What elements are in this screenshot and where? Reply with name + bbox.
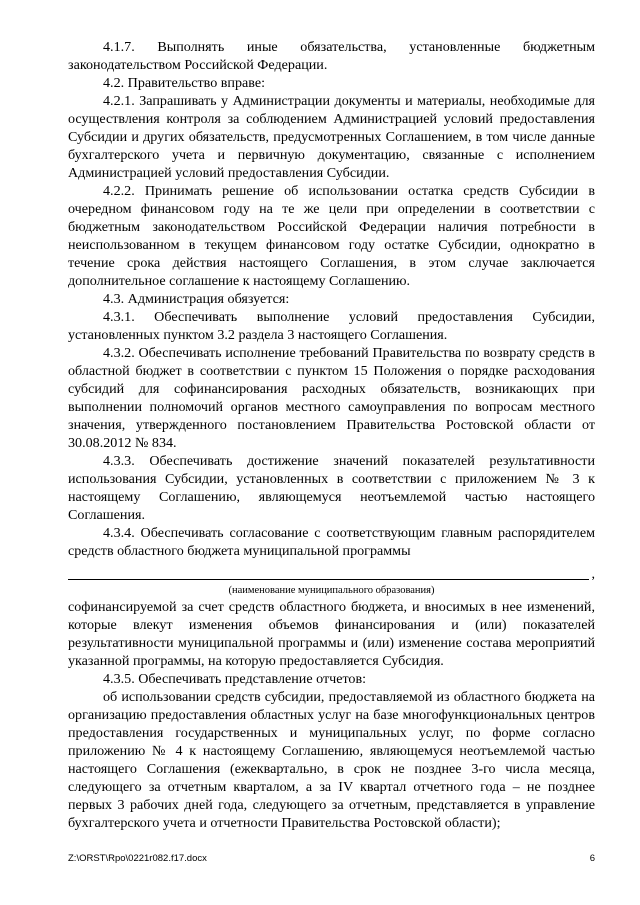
page-number: 6 bbox=[589, 853, 595, 864]
blank-caption: (наименование муниципального образования) bbox=[228, 585, 435, 596]
paragraph-4-3-2: 4.3.2. Обеспечивать исполнение требований Правительства по возврату средств в областной бюджет в соответствии с пунктом 15 Положения о порядке расходования субсидий для софинансирования расходных обязательств, возникающих при выполнении полномочий органов местного самоуправления по вопросам местного значения, утвержденного постановлением Правительства Ростовской области от 30.08.2012 № 834. bbox=[68, 345, 595, 451]
fill-in-blank-line bbox=[68, 560, 595, 584]
paragraph-4-2-1: 4.2.1. Запрашивать у Администрации документы и материалы, необходимые для осуществления контроля за соблюдением Администрацией условий предоставления Субсидии и других обязательств, предусмотренных Соглашением, в том числе данные бухгалтерского учета и первичную документацию, связанные с исполнением Администрацией условий предоставления Субсидии. bbox=[68, 93, 595, 181]
paragraph-reports: об использовании средств субсидии, предоставляемой из областного бюджета на организацию предоставления областных услуг на базе многофункциональных центров предоставления государственных и муниципальных услуг, по форме согласно приложению № 4 к настоящему Соглашению, являющемуся неотъемлемой частью настоящего Соглашения (ежеквартально, в срок не позднее 3-го числа месяца, следующего за отчетным кварталом, а за IV квартал отчетного года – не позднее первых 3 рабочих дней года, следующего за отчетным, представляется в управление бухгалтерского учета и отчетности Правительства Ростовской области); bbox=[68, 689, 595, 831]
paragraph-4-1-7: 4.1.7. Выполнять иные обязательства, установленные бюджетным законодательством Российской Федерации. bbox=[68, 39, 595, 73]
document-page bbox=[68, 38, 595, 832]
paragraph-4-3-4: 4.3.4. Обеспечивать согласование с соответствующим главным распорядителем средств областного бюджета муниципальной программы bbox=[68, 525, 595, 559]
paragraph-4-3-4-continued: софинансируемой за счет средств областного бюджета, и вносимых в нее изменений, которые влекут изменения объемов финансирования и (или) показателей результативности муниципальной программы и (или) изменение состава мероприятий указанной программы, на которую предоставляется Субсидия. bbox=[68, 599, 595, 669]
paragraph-4-2-2: 4.2.2. Принимать решение об использовании остатка средств Субсидии в очередном финансовом году на те же цели при определении в соответствии с бюджетным законодательством Российской Федерации наличия потребности в неиспользованном в текущем финансовом году остатке Субсидии, однократно в течение срока действия настоящего Соглашения, в этом случае заключается дополнительное соглашение к настоящему Соглашению. bbox=[68, 183, 595, 289]
blank-underline bbox=[68, 579, 589, 580]
paragraph-4-3-5: 4.3.5. Обеспечивать представление отчетов: bbox=[103, 671, 367, 687]
paragraph-4-3: 4.3. Администрация обязуется: bbox=[103, 291, 290, 307]
blank-comma: , bbox=[591, 566, 595, 582]
paragraph-4-3-1: 4.3.1. Обеспечивать выполнение условий предоставления Субсидии, установленных пунктом 3.2 раздела 3 настоящего Соглашения. bbox=[68, 309, 595, 343]
file-path: Z:\ORST\Rpo\0221r082.f17.docx bbox=[68, 853, 207, 864]
paragraph-4-2: 4.2. Правительство вправе: bbox=[103, 75, 266, 91]
paragraph-4-3-3: 4.3.3. Обеспечивать достижение значений показателей результативности использования Субсидии, установленных в соответствии с приложением № 3 к настоящему Соглашению, являющемуся неотъемлемой частью настоящего Соглашения. bbox=[68, 453, 595, 523]
